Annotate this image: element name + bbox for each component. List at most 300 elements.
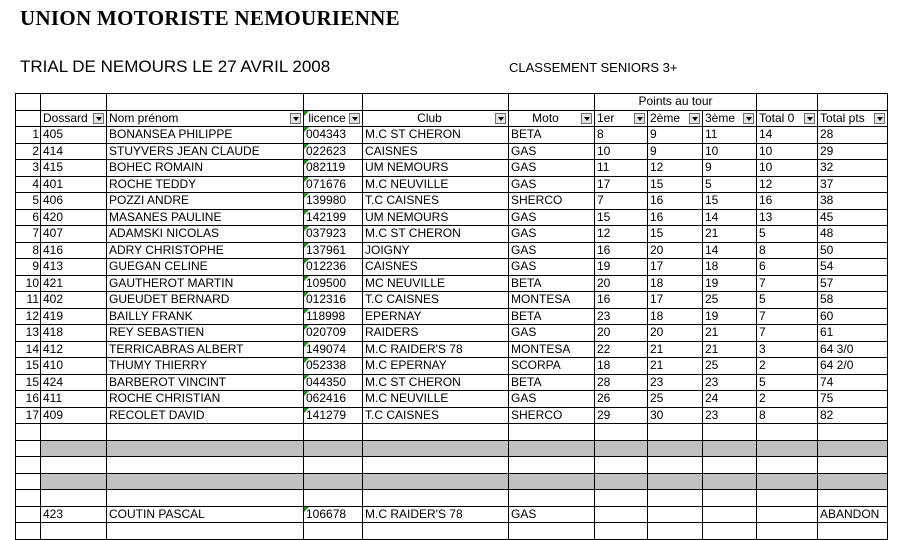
dossard-cell: 409 — [41, 407, 107, 424]
licence-cell: 109500 — [304, 275, 363, 292]
name-cell: ROCHE TEDDY — [107, 176, 304, 193]
total0-cell — [757, 424, 818, 441]
tour-1-cell: 16 — [595, 292, 648, 309]
licence-cell: 139980 — [304, 193, 363, 210]
club-cell: M.C RAIDER'S 78 — [363, 341, 509, 358]
moto-cell: GAS — [509, 259, 595, 276]
dropdown-arrow-icon[interactable] — [634, 113, 645, 124]
rank-cell: 13 — [16, 325, 41, 342]
name-cell: ADRY CHRISTOPHE — [107, 242, 304, 259]
club-cell: T.C CAISNES — [363, 193, 509, 210]
total-pts-cell: 28 — [818, 127, 888, 144]
tour-3-cell: 11 — [703, 127, 757, 144]
moto-cell: SHERCO — [509, 193, 595, 210]
gray-row — [16, 440, 888, 457]
name-cell: BOHEC ROMAIN — [107, 160, 304, 177]
tour-2-cell: 15 — [648, 176, 703, 193]
tour-1-cell: 15 — [595, 209, 648, 226]
name-cell — [107, 473, 304, 490]
licence-cell: 022623 — [304, 143, 363, 160]
licence-cell — [304, 523, 363, 540]
tour-2-cell: 20 — [648, 325, 703, 342]
moto-cell — [509, 490, 595, 507]
tour-1-cell — [595, 424, 648, 441]
cell — [757, 94, 818, 111]
total0-cell: 2 — [757, 358, 818, 375]
club-cell: UM NEMOURS — [363, 160, 509, 177]
total0-cell: 14 — [757, 127, 818, 144]
tour-3-cell: 15 — [703, 193, 757, 210]
moto-cell: GAS — [509, 226, 595, 243]
dropdown-arrow-icon[interactable] — [874, 113, 885, 124]
total-pts-cell: 38 — [818, 193, 888, 210]
dossard-cell: 424 — [41, 374, 107, 391]
tour-2-cell: 15 — [648, 226, 703, 243]
dossard-cell — [41, 440, 107, 457]
total-pts-cell: 54 — [818, 259, 888, 276]
tour-3-cell: 23 — [703, 374, 757, 391]
header-group-row — [16, 94, 888, 111]
header-row — [16, 110, 888, 127]
dossard-cell: 407 — [41, 226, 107, 243]
name-cell: GUEGAN CELINE — [107, 259, 304, 276]
total-pts-cell: 45 — [818, 209, 888, 226]
table-row — [16, 358, 888, 375]
tour-1-cell: 26 — [595, 391, 648, 408]
header-tour-1 — [595, 110, 648, 127]
tour-3-cell: 5 — [703, 176, 757, 193]
licence-cell: 004343 — [304, 127, 363, 144]
total-pts-cell: 74 — [818, 374, 888, 391]
tour-3-cell — [703, 506, 757, 523]
rank-cell — [16, 506, 41, 523]
dossard-cell: 420 — [41, 209, 107, 226]
rank-cell: 4 — [16, 176, 41, 193]
empty-row — [16, 490, 888, 507]
tour-2-cell — [648, 457, 703, 474]
total-pts-cell: 57 — [818, 275, 888, 292]
tour-2-cell — [648, 490, 703, 507]
tour-3-cell: 23 — [703, 407, 757, 424]
licence-cell: 071676 — [304, 176, 363, 193]
classement-label: CLASSEMENT SENIORS 3+ — [509, 60, 678, 75]
rank-cell: 14 — [16, 341, 41, 358]
licence-cell: 044350 — [304, 374, 363, 391]
moto-cell — [509, 457, 595, 474]
name-cell: THUMY THIERRY — [107, 358, 304, 375]
licence-cell: 137961 — [304, 242, 363, 259]
results-table — [15, 93, 888, 540]
tour-2-cell: 16 — [648, 209, 703, 226]
total-pts-cell — [818, 440, 888, 457]
total-pts-cell: 60 — [818, 308, 888, 325]
licence-cell: 012316 — [304, 292, 363, 309]
dropdown-arrow-icon[interactable] — [290, 113, 301, 124]
table-row — [16, 308, 888, 325]
total0-cell — [757, 506, 818, 523]
tour-1-cell: 7 — [595, 193, 648, 210]
header-moto — [509, 110, 595, 127]
total-pts-cell: 64 3/0 — [818, 341, 888, 358]
name-cell: ADAMSKI NICOLAS — [107, 226, 304, 243]
club-cell: MC NEUVILLE — [363, 275, 509, 292]
total-pts-cell: 75 — [818, 391, 888, 408]
name-cell: REY SEBASTIEN — [107, 325, 304, 342]
name-cell: TERRICABRAS ALBERT — [107, 341, 304, 358]
total0-cell: 6 — [757, 259, 818, 276]
licence-cell — [304, 490, 363, 507]
total-pts-cell: 48 — [818, 226, 888, 243]
tour-1-cell — [595, 473, 648, 490]
table-row — [16, 275, 888, 292]
cell — [363, 94, 509, 111]
moto-cell: BETA — [509, 374, 595, 391]
tour-1-cell: 29 — [595, 407, 648, 424]
name-cell: BAILLY FRANK — [107, 308, 304, 325]
tour-3-cell — [703, 424, 757, 441]
licence-cell: 062416 — [304, 391, 363, 408]
rank-cell: 7 — [16, 226, 41, 243]
total-pts-cell: ABANDON — [818, 506, 888, 523]
licence-cell — [304, 440, 363, 457]
tour-2-cell — [648, 523, 703, 540]
dropdown-arrow-icon[interactable] — [689, 113, 700, 124]
total-pts-cell: 37 — [818, 176, 888, 193]
dropdown-arrow-icon[interactable] — [93, 113, 104, 124]
tour-3-cell — [703, 490, 757, 507]
tour-1-cell — [595, 490, 648, 507]
header-tour-3-label: 3ème — [705, 111, 736, 125]
rank-cell: 9 — [16, 259, 41, 276]
licence-cell: 037923 — [304, 226, 363, 243]
rank-cell — [16, 457, 41, 474]
tour-1-cell: 17 — [595, 176, 648, 193]
header-tour-2 — [648, 110, 703, 127]
cell — [304, 94, 363, 111]
total0-cell: 12 — [757, 176, 818, 193]
licence-cell: 141279 — [304, 407, 363, 424]
name-cell: GUEUDET BERNARD — [107, 292, 304, 309]
licence-cell: 052338 — [304, 358, 363, 375]
rank-cell: 17 — [16, 407, 41, 424]
licence-cell: 118998 — [304, 308, 363, 325]
tour-1-cell: 28 — [595, 374, 648, 391]
empty-row — [16, 523, 888, 540]
tour-2-cell: 21 — [648, 358, 703, 375]
dossard-cell: 416 — [41, 242, 107, 259]
table-row — [16, 160, 888, 177]
name-cell — [107, 457, 304, 474]
header-club-label: Club — [417, 111, 442, 125]
name-cell: ROCHE CHRISTIAN — [107, 391, 304, 408]
tour-3-cell: 14 — [703, 209, 757, 226]
club-cell: M.C RAIDER'S 78 — [363, 506, 509, 523]
dropdown-arrow-icon[interactable] — [581, 113, 592, 124]
dossard-cell: 413 — [41, 259, 107, 276]
moto-cell — [509, 424, 595, 441]
tour-3-cell: 25 — [703, 292, 757, 309]
licence-cell: 012236 — [304, 259, 363, 276]
total0-cell — [757, 490, 818, 507]
name-cell: GAUTHEROT MARTIN — [107, 275, 304, 292]
total0-cell: 10 — [757, 160, 818, 177]
name-cell — [107, 523, 304, 540]
moto-cell: BETA — [509, 275, 595, 292]
dropdown-arrow-icon[interactable] — [349, 113, 360, 124]
total-pts-cell: 61 — [818, 325, 888, 342]
total-pts-cell — [818, 523, 888, 540]
total0-cell — [757, 473, 818, 490]
points-au-tour-header: Points au tour — [595, 94, 757, 111]
moto-cell: SCORPA — [509, 358, 595, 375]
total0-cell — [757, 440, 818, 457]
dossard-cell: 401 — [41, 176, 107, 193]
dropdown-arrow-icon[interactable] — [495, 113, 506, 124]
gray-row — [16, 473, 888, 490]
tour-2-cell: 12 — [648, 160, 703, 177]
tour-3-cell: 18 — [703, 259, 757, 276]
club-cell: JOIGNY — [363, 242, 509, 259]
rank-cell: 10 — [16, 275, 41, 292]
dossard-cell: 411 — [41, 391, 107, 408]
dossard-cell — [41, 473, 107, 490]
dossard-cell — [41, 490, 107, 507]
header-tour-2-label: 2ème — [650, 111, 681, 125]
cell — [16, 94, 41, 111]
dossard-cell — [41, 424, 107, 441]
club-cell: CAISNES — [363, 259, 509, 276]
moto-cell: GAS — [509, 506, 595, 523]
tour-3-cell: 24 — [703, 391, 757, 408]
tour-1-cell: 10 — [595, 143, 648, 160]
dossard-cell: 405 — [41, 127, 107, 144]
header-total0 — [757, 110, 818, 127]
header-totalpts — [818, 110, 888, 127]
club-cell: RAIDERS — [363, 325, 509, 342]
tour-2-cell — [648, 424, 703, 441]
total-pts-cell: 58 — [818, 292, 888, 309]
cell — [509, 94, 595, 111]
club-cell: T.C CAISNES — [363, 407, 509, 424]
tour-1-cell: 8 — [595, 127, 648, 144]
total0-cell — [757, 523, 818, 540]
rank-cell: 16 — [16, 391, 41, 408]
dropdown-arrow-icon[interactable] — [804, 113, 815, 124]
table-row — [16, 374, 888, 391]
tour-3-cell: 21 — [703, 325, 757, 342]
tour-3-cell: 9 — [703, 160, 757, 177]
dossard-cell: 421 — [41, 275, 107, 292]
tour-2-cell: 25 — [648, 391, 703, 408]
table-row — [16, 176, 888, 193]
tour-2-cell: 17 — [648, 292, 703, 309]
tour-3-cell — [703, 440, 757, 457]
name-cell: POZZI ANDRE — [107, 193, 304, 210]
total0-cell: 3 — [757, 341, 818, 358]
table-row — [16, 193, 888, 210]
moto-cell: GAS — [509, 242, 595, 259]
total0-cell: 5 — [757, 292, 818, 309]
total0-cell: 8 — [757, 407, 818, 424]
tour-3-cell: 19 — [703, 308, 757, 325]
tour-3-cell — [703, 457, 757, 474]
table-row — [16, 209, 888, 226]
dossard-cell: 410 — [41, 358, 107, 375]
licence-cell: 142199 — [304, 209, 363, 226]
dossard-cell: 415 — [41, 160, 107, 177]
total0-cell: 7 — [757, 325, 818, 342]
club-cell — [363, 424, 509, 441]
dropdown-arrow-icon[interactable] — [743, 113, 754, 124]
tour-2-cell: 23 — [648, 374, 703, 391]
club-cell — [363, 490, 509, 507]
total0-cell: 10 — [757, 143, 818, 160]
name-cell: STUYVERS JEAN CLAUDE — [107, 143, 304, 160]
dossard-cell — [41, 523, 107, 540]
tour-2-cell: 30 — [648, 407, 703, 424]
tour-2-cell: 17 — [648, 259, 703, 276]
header-licence-label: licence — [308, 111, 346, 125]
dossard-cell: 414 — [41, 143, 107, 160]
club-cell: T.C CAISNES — [363, 292, 509, 309]
total0-cell: 2 — [757, 391, 818, 408]
dossard-cell: 423 — [41, 506, 107, 523]
club-cell: CAISNES — [363, 143, 509, 160]
moto-cell: SHERCO — [509, 407, 595, 424]
name-cell: MASANES PAULINE — [107, 209, 304, 226]
tour-3-cell: 19 — [703, 275, 757, 292]
header-licence — [304, 110, 363, 127]
rank-cell: 15 — [16, 374, 41, 391]
tour-1-cell — [595, 506, 648, 523]
licence-cell — [304, 457, 363, 474]
club-cell: M.C ST CHERON — [363, 127, 509, 144]
tour-3-cell: 25 — [703, 358, 757, 375]
name-cell: BARBEROT VINCINT — [107, 374, 304, 391]
club-cell: M.C EPERNAY — [363, 358, 509, 375]
licence-cell: 082119 — [304, 160, 363, 177]
total-pts-cell — [818, 490, 888, 507]
club-cell: M.C NEUVILLE — [363, 176, 509, 193]
club-cell — [363, 457, 509, 474]
tour-2-cell: 16 — [648, 193, 703, 210]
moto-cell: GAS — [509, 176, 595, 193]
rank-cell — [16, 440, 41, 457]
name-cell: COUTIN PASCAL — [107, 506, 304, 523]
dossard-cell: 412 — [41, 341, 107, 358]
rank-cell: 15 — [16, 358, 41, 375]
rank-cell: 5 — [16, 193, 41, 210]
moto-cell: BETA — [509, 308, 595, 325]
rank-cell: 11 — [16, 292, 41, 309]
moto-cell: GAS — [509, 143, 595, 160]
total-pts-cell — [818, 424, 888, 441]
total-pts-cell: 29 — [818, 143, 888, 160]
tour-1-cell: 18 — [595, 358, 648, 375]
tour-3-cell: 14 — [703, 242, 757, 259]
moto-cell: BETA — [509, 127, 595, 144]
tour-1-cell: 20 — [595, 275, 648, 292]
tour-1-cell: 19 — [595, 259, 648, 276]
header-club — [363, 110, 509, 127]
name-cell — [107, 490, 304, 507]
total0-cell: 5 — [757, 226, 818, 243]
licence-cell — [304, 424, 363, 441]
tour-3-cell: 10 — [703, 143, 757, 160]
total0-cell: 8 — [757, 242, 818, 259]
tour-2-cell: 20 — [648, 242, 703, 259]
tour-3-cell — [703, 473, 757, 490]
tour-2-cell: 9 — [648, 143, 703, 160]
name-cell: BONANSEA PHILIPPE — [107, 127, 304, 144]
moto-cell: GAS — [509, 325, 595, 342]
header-nom-label: Nom prénom — [109, 111, 179, 125]
header-tour-3 — [703, 110, 757, 127]
moto-cell — [509, 523, 595, 540]
dossard-cell: 418 — [41, 325, 107, 342]
club-cell: M.C ST CHERON — [363, 226, 509, 243]
header-totalpts-label: Total pts — [820, 111, 865, 125]
licence-cell: 106678 — [304, 506, 363, 523]
club-cell — [363, 473, 509, 490]
rank-cell: 2 — [16, 143, 41, 160]
cell — [818, 94, 888, 111]
header-nom — [107, 110, 304, 127]
tour-1-cell: 20 — [595, 325, 648, 342]
table-row — [16, 341, 888, 358]
cell — [16, 110, 41, 127]
moto-cell — [509, 473, 595, 490]
club-cell — [363, 523, 509, 540]
moto-cell: GAS — [509, 209, 595, 226]
total0-cell: 16 — [757, 193, 818, 210]
tour-2-cell: 18 — [648, 275, 703, 292]
tour-1-cell — [595, 440, 648, 457]
event-title: TRIAL DE NEMOURS LE 27 AVRIL 2008 — [20, 57, 331, 76]
tour-1-cell: 22 — [595, 341, 648, 358]
rank-cell: 3 — [16, 160, 41, 177]
club-cell: M.C ST CHERON — [363, 374, 509, 391]
total-pts-cell — [818, 473, 888, 490]
cell — [107, 94, 304, 111]
total-pts-cell: 50 — [818, 242, 888, 259]
rank-cell: 6 — [16, 209, 41, 226]
total0-cell — [757, 457, 818, 474]
moto-cell: MONTESA — [509, 292, 595, 309]
club-cell: EPERNAY — [363, 308, 509, 325]
rank-cell — [16, 523, 41, 540]
total-pts-cell: 82 — [818, 407, 888, 424]
rank-cell — [16, 473, 41, 490]
club-cell: M.C NEUVILLE — [363, 391, 509, 408]
empty-row — [16, 424, 888, 441]
dossard-cell: 402 — [41, 292, 107, 309]
name-cell: RECOLET DAVID — [107, 407, 304, 424]
tour-1-cell — [595, 523, 648, 540]
table-row — [16, 391, 888, 408]
tour-3-cell: 21 — [703, 341, 757, 358]
total0-cell: 13 — [757, 209, 818, 226]
header-moto-label: Moto — [532, 111, 559, 125]
abandon-row — [16, 506, 888, 523]
dossard-cell: 406 — [41, 193, 107, 210]
tour-1-cell: 23 — [595, 308, 648, 325]
club-cell: UM NEMOURS — [363, 209, 509, 226]
moto-cell: GAS — [509, 160, 595, 177]
table-row — [16, 242, 888, 259]
moto-cell: MONTESA — [509, 341, 595, 358]
tour-1-cell — [595, 457, 648, 474]
